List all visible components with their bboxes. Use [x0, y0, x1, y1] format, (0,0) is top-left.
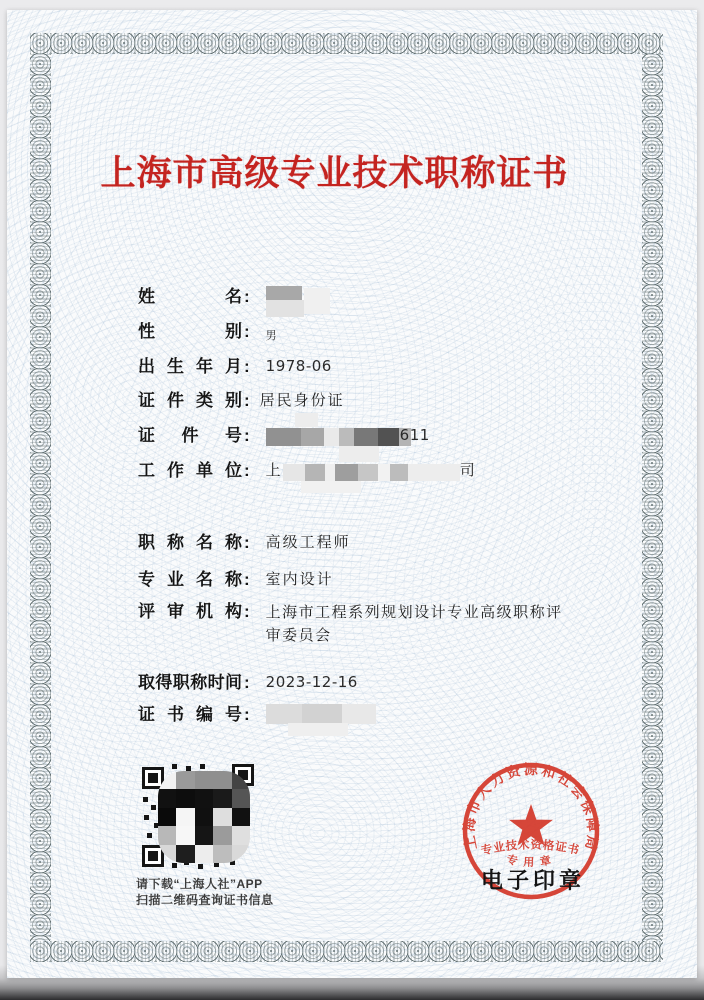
redaction-block — [266, 286, 302, 301]
redaction-block — [302, 704, 342, 724]
field-value-title-name: 高级工程师 — [265, 533, 351, 551]
redaction-block — [301, 481, 361, 493]
field-value-id-number — [266, 425, 430, 446]
field-row-title-name — [138, 532, 351, 553]
field-colon: : — [244, 391, 250, 410]
field-label-employer: 工作单位 — [138, 461, 242, 480]
redaction-block — [295, 413, 318, 427]
field-label-specialty: 专业名称 — [138, 570, 242, 589]
field-row-birthdate — [138, 356, 332, 377]
redaction-block — [266, 704, 302, 724]
field-value-gender: 男 — [265, 329, 277, 342]
employer-visible-prefix: 上 — [265, 461, 283, 479]
field-colon: : — [244, 287, 250, 306]
redaction-block — [378, 428, 399, 446]
field-colon: : — [244, 426, 250, 445]
redaction-block — [408, 464, 460, 481]
field-value-certificate-number — [266, 704, 376, 725]
border-band-bottom — [30, 941, 663, 962]
qr-redaction-blob — [158, 771, 250, 863]
field-label-birthdate: 出生年月 — [138, 357, 242, 376]
redaction-block — [358, 464, 378, 481]
field-value-award-date: 2023-12-16 — [265, 673, 358, 691]
field-row-review-body — [138, 601, 578, 646]
field-row-id-number — [138, 425, 430, 446]
redaction-block — [339, 428, 354, 446]
redaction-block — [301, 428, 324, 446]
field-colon: : — [244, 705, 250, 724]
field-colon: : — [244, 461, 250, 480]
electronic-seal-label: 电子印章 — [481, 868, 586, 893]
field-label-id-number: 证件号 — [138, 426, 242, 445]
redaction-block — [354, 428, 378, 446]
redaction-block — [324, 428, 339, 446]
field-row-id-type — [138, 390, 345, 411]
field-row-award-date — [138, 672, 358, 693]
border-band-top — [30, 33, 663, 54]
field-row-gender — [138, 321, 277, 346]
field-value-specialty: 室内设计 — [265, 570, 334, 588]
field-label-id-type: 证件类别 — [138, 391, 242, 410]
redaction-block — [390, 464, 408, 481]
field-colon: : — [244, 322, 250, 341]
field-value-employer — [266, 460, 477, 481]
seal-subtitle-text: 专业技术资格证书 — [479, 837, 581, 858]
redaction-block — [342, 704, 376, 724]
employer-visible-suffix: 司 — [459, 461, 477, 479]
field-value-review-body: 上海市工程系列规划设计专业高级职称评审委员会 — [265, 603, 563, 644]
redaction-block — [266, 428, 301, 446]
redaction-block — [304, 288, 330, 314]
field-value-name — [266, 286, 302, 307]
redaction-block — [283, 464, 305, 481]
field-label-review-body: 评审机构 — [138, 602, 242, 621]
field-row-employer — [138, 460, 477, 481]
redaction-block — [335, 464, 358, 481]
id-number-visible-digits: 611 — [399, 426, 430, 444]
redaction-block — [325, 464, 335, 481]
field-label-gender: 性别 — [138, 322, 242, 341]
field-value-id-type: 居民身份证 — [259, 391, 345, 409]
field-colon: : — [244, 357, 250, 376]
field-colon: : — [244, 533, 250, 552]
field-colon: : — [244, 570, 250, 589]
qr-code — [142, 764, 254, 870]
field-label-name: 姓名 — [138, 287, 242, 306]
field-row-specialty — [138, 569, 334, 590]
redaction-block — [266, 300, 304, 317]
field-colon: : — [244, 602, 250, 621]
seal-ring-text: 上海市人力资源和社会保障局 — [461, 762, 601, 852]
field-label-certificate-number: 证书编号 — [138, 705, 242, 724]
field-colon: : — [244, 673, 250, 692]
field-value-birthdate: 1978-06 — [265, 357, 332, 375]
redaction-block — [378, 464, 390, 481]
redaction-block — [288, 723, 348, 736]
redaction-block — [305, 464, 325, 481]
svg-text:专业技术资格证书 — [480, 837, 581, 857]
field-label-award-date: 取得职称时间 — [138, 673, 242, 692]
field-row-name — [138, 286, 302, 307]
qr-caption-line1: 请下载“上海人社”APP — [136, 877, 263, 891]
qr-caption-line2: 扫描二维码查询证书信息 — [136, 893, 274, 907]
certificate-title: 上海市高级专业技术职称证书 — [100, 154, 569, 193]
field-row-certificate-number — [138, 704, 376, 725]
seal-bottom-text: 专用章 — [505, 852, 552, 870]
field-label-title-name: 职称名称 — [138, 533, 242, 552]
